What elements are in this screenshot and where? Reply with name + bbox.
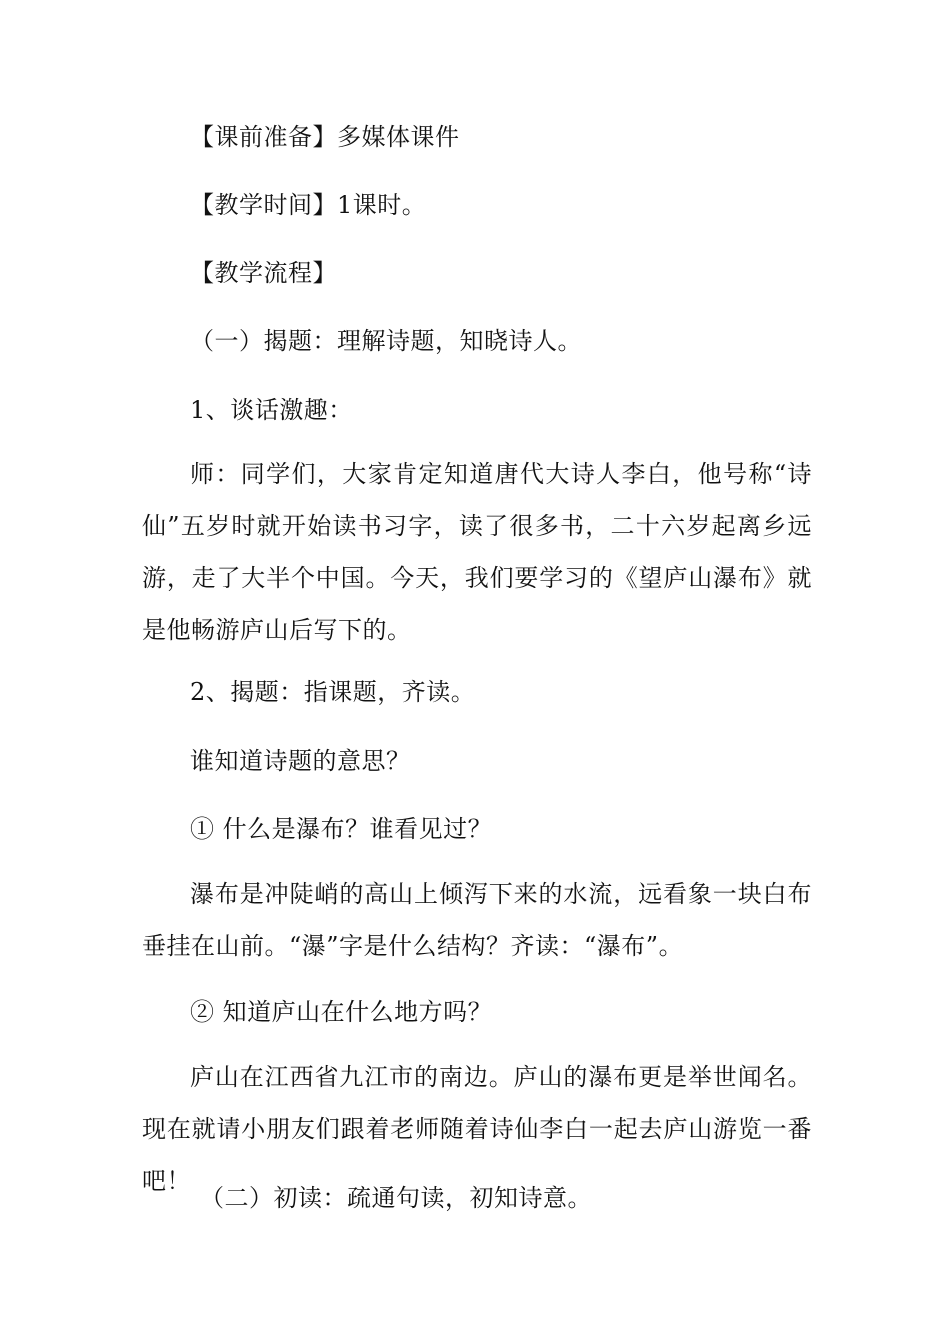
prep-line: 【课前准备】多媒体课件 <box>190 123 460 151</box>
time-line: 【教学时间】1课时。 <box>190 191 427 219</box>
teacher-paragraph: 师：同学们，大家肯定知道唐代大诗人李白，他号称“诗仙”五岁时就开始读书习字，读了很多书，二十六岁起离乡远游，走了大半个中国。今天，我们要学习的《望庐山瀑布》就是他畅游庐山后写下的。 <box>142 460 812 644</box>
waterfall-paragraph: 瀑布是冲陡峭的高山上倾泻下来的水流，远看象一块白布垂挂在山前。“瀑”字是什么结构？齐读：“瀑布”。 <box>142 880 812 960</box>
section-1-heading: （一）揭题：理解诗题，知晓诗人。 <box>190 327 582 355</box>
question-line: 谁知道诗题的意思？ <box>190 747 411 775</box>
question-1-line: ① 什么是瀑布？谁看见过？ <box>190 815 493 843</box>
lushan-paragraph: 庐山在江西省九江市的南边。庐山的瀑布更是举世闻名。现在就请小朋友们跟着老师随着诗仙李白一起去庐山游览一番吧！ <box>142 1063 812 1195</box>
question-2-line: ② 知道庐山在什么地方吗？ <box>190 998 493 1026</box>
item-2-heading: 2、揭题：指课题，齐读。 <box>190 678 476 706</box>
section-2-heading: （二）初读：疏通句读，初知诗意。 <box>200 1184 592 1212</box>
flow-heading: 【教学流程】 <box>190 259 337 287</box>
item-1-heading: 1、谈话激趣： <box>190 396 353 424</box>
